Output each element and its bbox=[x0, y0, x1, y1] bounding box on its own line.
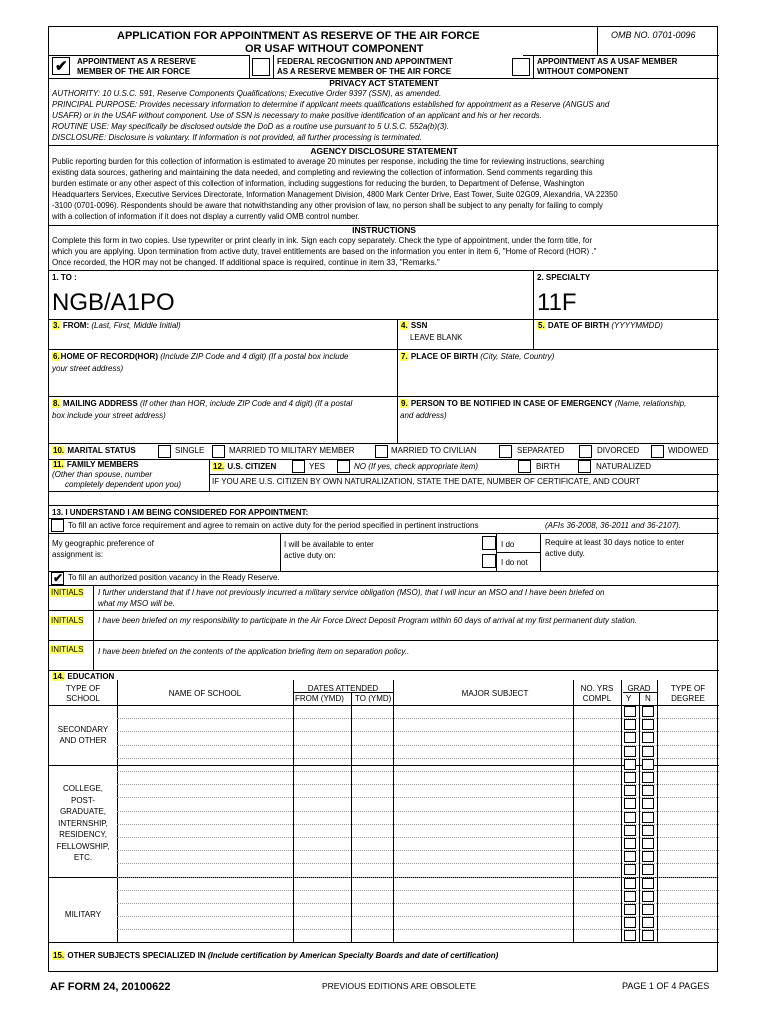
privacy-purpose-2: USAFR) or in the USAF without component. Use of SSN is necessary to make positive identification of an applicant and his or her records. bbox=[52, 111, 542, 120]
i-do-label: I do bbox=[501, 540, 515, 549]
grad-n-checkbox[interactable] bbox=[642, 864, 654, 875]
col-name-of-school: NAME OF SCHOOL bbox=[168, 689, 242, 698]
pob-hint: (City, State, Country) bbox=[480, 352, 555, 361]
instructions-title: INSTRUCTIONS bbox=[352, 225, 416, 235]
separation-initials-box[interactable]: INITIALS bbox=[51, 645, 84, 654]
citizen-yes-label: YES bbox=[309, 462, 326, 471]
pob-label[interactable] bbox=[400, 352, 554, 361]
notice-label-1: Require at least 30 days notice to enter bbox=[545, 538, 685, 547]
grad-y-checkbox[interactable] bbox=[624, 851, 636, 862]
from-hint: (Last, First, Middle Initial) bbox=[91, 321, 181, 330]
appointment-reserve-label-1: APPOINTMENT AS A RESERVE bbox=[77, 57, 196, 66]
other-subjects-hint: (Include certification by American Specialty Boards and date of certification) bbox=[207, 951, 499, 960]
grad-n-checkbox[interactable] bbox=[642, 706, 654, 717]
marital-status-label bbox=[52, 446, 136, 455]
family-title: FAMILY MEMBERS bbox=[66, 460, 139, 469]
active-duty-label: To fill an active force requirement and agree to remain on active duty for the period specified in pertinent instructions bbox=[68, 521, 479, 530]
family-number: 11. bbox=[53, 460, 64, 469]
row-college-7: ETC. bbox=[73, 853, 93, 862]
grad-y-checkbox[interactable] bbox=[624, 917, 636, 928]
dob-hint: (YYYYMMDD) bbox=[611, 321, 663, 330]
row-college-2: POST- bbox=[70, 795, 95, 805]
privacy-routine-use: ROUTINE USE: May specifically be disclosed outside the DoD as a routine use pursuant to 5 U.S.C. 552a(b)(3). bbox=[52, 122, 450, 131]
marital-civilian-checkbox[interactable] bbox=[375, 445, 388, 458]
instructions-line-2: which you are applying. Upon termination from active duty, travel entitlements are based on the information you enter in item 6, "Home of Record (HOR) ." bbox=[52, 247, 597, 256]
col-grad-y: Y bbox=[626, 694, 632, 703]
grad-y-checkbox[interactable] bbox=[624, 732, 636, 743]
mso-text-2: what my MSO will be. bbox=[98, 599, 175, 608]
federal-recognition-label-2: AS A RESERVE MEMBER OF THE AIR FORCE bbox=[277, 67, 452, 76]
from-label[interactable] bbox=[52, 321, 181, 330]
federal-recognition-checkbox[interactable] bbox=[252, 58, 270, 76]
agency-line-5: -3100 (0701-0096). Respondents should be aware that notwithstanding any other provision of law, no person shall be subject to any penalty for failing to comply bbox=[52, 201, 603, 210]
grad-n-checkbox[interactable] bbox=[642, 812, 654, 823]
marital-separated-label: SEPARATED bbox=[517, 446, 565, 455]
checkmark-icon: ✔ bbox=[55, 58, 68, 75]
privacy-title: PRIVACY ACT STATEMENT bbox=[329, 78, 439, 88]
marital-civilian-label: MARRIED TO CIVILIAN bbox=[391, 446, 477, 455]
citizen-no-checkbox[interactable] bbox=[337, 460, 350, 473]
instructions-line-3: Once recorded, the HOR may not be changed. If additional space is required, continue in item 33, "Remarks." bbox=[52, 258, 440, 267]
hor-number: 6. bbox=[53, 352, 60, 361]
appointment-reserve-checkbox[interactable] bbox=[52, 57, 70, 75]
agency-line-4: Headquarters Services, Executive Services Directorate, Information Management Division, 4800 Mark Center Drive, East Tower, Suite 02G09, Alexandria, VA 22350 bbox=[52, 190, 618, 199]
ready-reserve-checkbox[interactable] bbox=[51, 572, 64, 585]
section13-title: 13. I UNDERSTAND I AM BEING CONSIDERED FOR APPOINTMENT: bbox=[52, 508, 309, 517]
grad-y-checkbox[interactable] bbox=[624, 930, 636, 941]
ssn-label[interactable] bbox=[400, 321, 427, 330]
dob-number: 5. bbox=[538, 321, 545, 330]
naturalization-note: IF YOU ARE U.S. CITIZEN BY OWN NATURALIZATION, STATE THE DATE, NUMBER OF CERTIFICATE, AND COURT bbox=[212, 477, 641, 486]
grad-y-checkbox[interactable] bbox=[624, 759, 636, 770]
citizen-birth-checkbox[interactable] bbox=[518, 460, 531, 473]
row-military: MILITARY bbox=[64, 910, 102, 919]
form-title-line2: OR USAF WITHOUT COMPONENT bbox=[245, 43, 424, 55]
citizen-naturalized-checkbox[interactable] bbox=[578, 460, 591, 473]
grad-y-checkbox[interactable] bbox=[624, 891, 636, 902]
marital-title: MARITAL STATUS bbox=[67, 446, 136, 455]
mailing-hint-1: (If other than HOR, include ZIP Code and 4 digit) (If a postal bbox=[139, 399, 353, 408]
specialty-field[interactable]: 11F bbox=[537, 289, 577, 316]
family-members-label[interactable] bbox=[52, 460, 139, 469]
grad-n-checkbox[interactable] bbox=[642, 719, 654, 730]
row-college-1: COLLEGE, bbox=[62, 784, 103, 793]
hor-hint-2: your street address) bbox=[52, 364, 124, 373]
grad-n-checkbox[interactable] bbox=[642, 891, 654, 902]
usaf-without-component-checkbox[interactable] bbox=[512, 58, 530, 76]
marital-single-label: SINGLE bbox=[175, 446, 205, 455]
other-subjects-number: 15. bbox=[53, 951, 65, 960]
grad-y-checkbox[interactable] bbox=[624, 825, 636, 836]
marital-widowed-checkbox[interactable] bbox=[651, 445, 664, 458]
grad-n-checkbox[interactable] bbox=[642, 772, 654, 783]
row-secondary-2: AND OTHER bbox=[59, 736, 107, 745]
grad-y-checkbox[interactable] bbox=[624, 812, 636, 823]
marital-widowed-label: WIDOWED bbox=[668, 446, 709, 455]
row-college-5: RESIDENCY, bbox=[59, 830, 107, 839]
education-label bbox=[52, 672, 114, 681]
marital-military-checkbox[interactable] bbox=[212, 445, 225, 458]
col-grad-n: N bbox=[645, 694, 651, 703]
row-college-label bbox=[49, 783, 117, 864]
from-title: FROM: bbox=[62, 321, 90, 330]
col-type-of-school-1: TYPE OF bbox=[65, 684, 101, 693]
education-number: 14. bbox=[53, 672, 65, 681]
grad-n-checkbox[interactable] bbox=[642, 798, 654, 809]
row-college-3: GRADUATE, bbox=[59, 807, 107, 816]
usaf-without-component-label-1: APPOINTMENT AS A USAF MEMBER bbox=[537, 57, 678, 66]
separation-text: I have been briefed on the contents of the application briefing item on separation policy.. bbox=[98, 647, 410, 656]
application-form bbox=[48, 26, 718, 972]
grad-n-checkbox[interactable] bbox=[642, 917, 654, 928]
marital-single-checkbox[interactable] bbox=[158, 445, 171, 458]
pob-number: 7. bbox=[401, 352, 408, 361]
citizen-no-label: NO (If yes, check appropriate item) bbox=[354, 462, 479, 471]
pob-title: PLACE OF BIRTH bbox=[410, 352, 479, 361]
emergency-contact-label[interactable] bbox=[400, 399, 686, 408]
col-to: TO (YMD) bbox=[355, 694, 392, 703]
dob-label[interactable] bbox=[537, 321, 663, 330]
instructions-line-1: Complete this form in two copies. Use typewriter or print clearly in ink. Sign each copy separately. Check the type of appointment, under the form title, for bbox=[52, 236, 593, 245]
privacy-purpose-1: PRINCIPAL PURPOSE: Provides necessary information to determine if applicant meets qualifications established for appointment as a Reserve (ANGUS and bbox=[52, 100, 610, 109]
grad-y-checkbox[interactable] bbox=[624, 838, 636, 849]
grad-n-checkbox[interactable] bbox=[642, 746, 654, 757]
col-type-of-degree-2: DEGREE bbox=[671, 694, 705, 703]
mailing-title: MAILING ADDRESS bbox=[62, 399, 138, 408]
col-grad: GRAD bbox=[627, 684, 651, 693]
federal-recognition-label-1: FEDERAL RECOGNITION AND APPOINTMENT bbox=[277, 57, 453, 66]
hor-title: HOME OF RECORD(HOR) bbox=[60, 352, 158, 361]
grad-y-checkbox[interactable] bbox=[624, 746, 636, 757]
dob-title: DATE OF BIRTH bbox=[547, 321, 610, 330]
to-field[interactable]: NGB/A1PO bbox=[52, 289, 175, 316]
geographic-preference-label-1: My geographic preference of bbox=[52, 539, 154, 548]
col-major-subject: MAJOR SUBJECT bbox=[461, 689, 529, 698]
afi-references: (AFIs 36-2008, 36-2011 and 36-2107). bbox=[545, 521, 681, 530]
grad-n-checkbox[interactable] bbox=[642, 930, 654, 941]
mailing-address-label[interactable] bbox=[52, 399, 352, 408]
deposit-initials-box[interactable]: INITIALS bbox=[51, 616, 84, 625]
marital-divorced-checkbox[interactable] bbox=[579, 445, 592, 458]
i-do-not-label: I do not bbox=[501, 558, 528, 567]
us-citizen-label bbox=[212, 462, 276, 471]
ssn-note: LEAVE BLANK bbox=[410, 333, 463, 342]
family-hint-2: completely dependent upon you) bbox=[65, 480, 182, 489]
agency-line-1: Public reporting burden for this collection of information is estimated to average 20 minutes per response, including the time for reviewing instructions, searching bbox=[52, 157, 605, 166]
citizen-title: U.S. CITIZEN bbox=[227, 462, 277, 471]
i-do-checkbox[interactable] bbox=[482, 536, 496, 550]
from-number: 3. bbox=[53, 321, 60, 330]
grad-n-checkbox[interactable] bbox=[642, 825, 654, 836]
citizen-yes-checkbox[interactable] bbox=[292, 460, 305, 473]
marital-military-label: MARRIED TO MILITARY MEMBER bbox=[229, 446, 355, 455]
other-subjects-label[interactable] bbox=[52, 951, 498, 960]
grad-y-checkbox[interactable] bbox=[624, 719, 636, 730]
grad-n-checkbox[interactable] bbox=[642, 785, 654, 796]
i-do-not-checkbox[interactable] bbox=[482, 554, 496, 568]
agency-line-6: with a collection of information if it does not display a currently valid OMB control number. bbox=[52, 212, 360, 221]
availability-label-1: I will be available to enter bbox=[284, 540, 374, 549]
form-identifier: AF FORM 24, 20100622 bbox=[50, 981, 171, 993]
form-title-line1: APPLICATION FOR APPOINTMENT AS RESERVE OF THE AIR FORCE bbox=[117, 30, 480, 42]
grad-n-checkbox[interactable] bbox=[642, 759, 654, 770]
checkmark-icon: ✔ bbox=[53, 571, 64, 585]
deposit-text: I have been briefed on my responsibility to participate in the Air Force Direct Deposit Program within 60 days of arrival at my first permanent duty station. bbox=[98, 616, 638, 625]
row-secondary-1: SECONDARY bbox=[57, 725, 109, 734]
row-college-4: INTERNSHIP, bbox=[58, 818, 108, 828]
col-from: FROM (YMD) bbox=[295, 694, 344, 703]
emergency-hint-1: (Name, relationship, bbox=[614, 399, 687, 408]
grad-y-checkbox[interactable] bbox=[624, 798, 636, 809]
agency-line-2: existing data sources, gathering and maintaining the data needed, and completing and reviewing the collection of information. Send comments regarding this bbox=[52, 168, 593, 177]
other-subjects-title: OTHER SUBJECTS SPECIALIZED IN bbox=[67, 951, 206, 960]
grad-y-checkbox[interactable] bbox=[624, 904, 636, 915]
availability-label-2: active duty on: bbox=[284, 551, 336, 560]
col-type-of-school-2: SCHOOL bbox=[66, 694, 100, 703]
grad-y-checkbox[interactable] bbox=[624, 785, 636, 796]
omb-number: OMB NO. 0701-0096 bbox=[611, 30, 696, 40]
active-duty-checkbox[interactable] bbox=[51, 519, 64, 532]
hor-label[interactable] bbox=[52, 352, 349, 361]
marital-number: 10. bbox=[53, 446, 65, 455]
appointment-reserve-label-2: MEMBER OF THE AIR FORCE bbox=[77, 67, 191, 76]
citizen-number: 12. bbox=[213, 462, 225, 471]
grad-y-checkbox[interactable] bbox=[624, 878, 636, 889]
col-years-completed-1: NO. YRS bbox=[580, 684, 614, 693]
ready-reserve-label: To fill an authorized position vacancy in the Ready Reserve. bbox=[68, 573, 280, 582]
family-hint-1: (Other than spouse, number bbox=[52, 470, 153, 479]
row-college-6: FELLOWSHIP, bbox=[56, 841, 110, 851]
emergency-title: PERSON TO BE NOTIFIED IN CASE OF EMERGENCY bbox=[410, 399, 613, 408]
grad-y-checkbox[interactable] bbox=[624, 772, 636, 783]
marital-separated-checkbox[interactable] bbox=[499, 445, 512, 458]
mso-initials-box[interactable]: INITIALS bbox=[51, 588, 84, 597]
mailing-number: 8. bbox=[53, 399, 60, 408]
marital-divorced-label: DIVORCED bbox=[597, 446, 640, 455]
col-type-of-degree-1: TYPE OF bbox=[670, 684, 706, 693]
specialty-label: 2. SPECIALTY bbox=[537, 273, 591, 282]
geographic-preference-label-2: assignment is: bbox=[52, 550, 104, 559]
agency-line-3: burden estimate or any other aspect of this collection of information, including suggestions for reducing the burden, to Department of Defense, Washington bbox=[52, 179, 585, 188]
citizen-naturalized-label: NATURALIZED bbox=[596, 462, 651, 471]
hor-hint-1: (Include ZIP Code and 4 digit) (If a postal box include bbox=[160, 352, 349, 361]
grad-n-checkbox[interactable] bbox=[642, 732, 654, 743]
col-years-completed-2: COMPL bbox=[582, 694, 612, 703]
grad-y-checkbox[interactable] bbox=[624, 864, 636, 875]
obsolete-notice: PREVIOUS EDITIONS ARE OBSOLETE bbox=[322, 981, 476, 991]
grad-n-checkbox[interactable] bbox=[642, 904, 654, 915]
col-dates-attended: DATES ATTENDED bbox=[307, 684, 379, 693]
grad-n-checkbox[interactable] bbox=[642, 878, 654, 889]
mso-text-1: I further understand that if I have not previously incurred a military service obligation (MSO), that I will incur an MSO and I have been briefed on bbox=[98, 588, 605, 597]
privacy-authority: AUTHORITY: 10 U.S.C. 591, Reserve Components Qualifications; Executive Order 9397 (SSN), as amended. bbox=[52, 89, 442, 98]
notice-label-2: active duty. bbox=[545, 549, 585, 558]
page-number: PAGE 1 OF 4 PAGES bbox=[622, 981, 710, 991]
agency-title: AGENCY DISCLOSURE STATEMENT bbox=[310, 146, 458, 156]
usaf-without-component-label-2: WITHOUT COMPONENT bbox=[537, 67, 629, 76]
ssn-number: 4. bbox=[401, 321, 408, 330]
privacy-disclosure: DISCLOSURE: Disclosure is voluntary. If information is not provided, all further processing is terminated. bbox=[52, 133, 422, 142]
ssn-title: SSN bbox=[410, 321, 428, 330]
education-title: EDUCATION bbox=[67, 672, 115, 681]
citizen-birth-label: BIRTH bbox=[536, 462, 560, 471]
mailing-hint-2: box include your street address) bbox=[52, 411, 166, 420]
emergency-hint-2: and address) bbox=[400, 411, 447, 420]
grad-n-checkbox[interactable] bbox=[642, 851, 654, 862]
grad-n-checkbox[interactable] bbox=[642, 838, 654, 849]
to-label: 1. TO : bbox=[52, 273, 77, 282]
grad-y-checkbox[interactable] bbox=[624, 706, 636, 717]
emergency-number: 9. bbox=[401, 399, 408, 408]
